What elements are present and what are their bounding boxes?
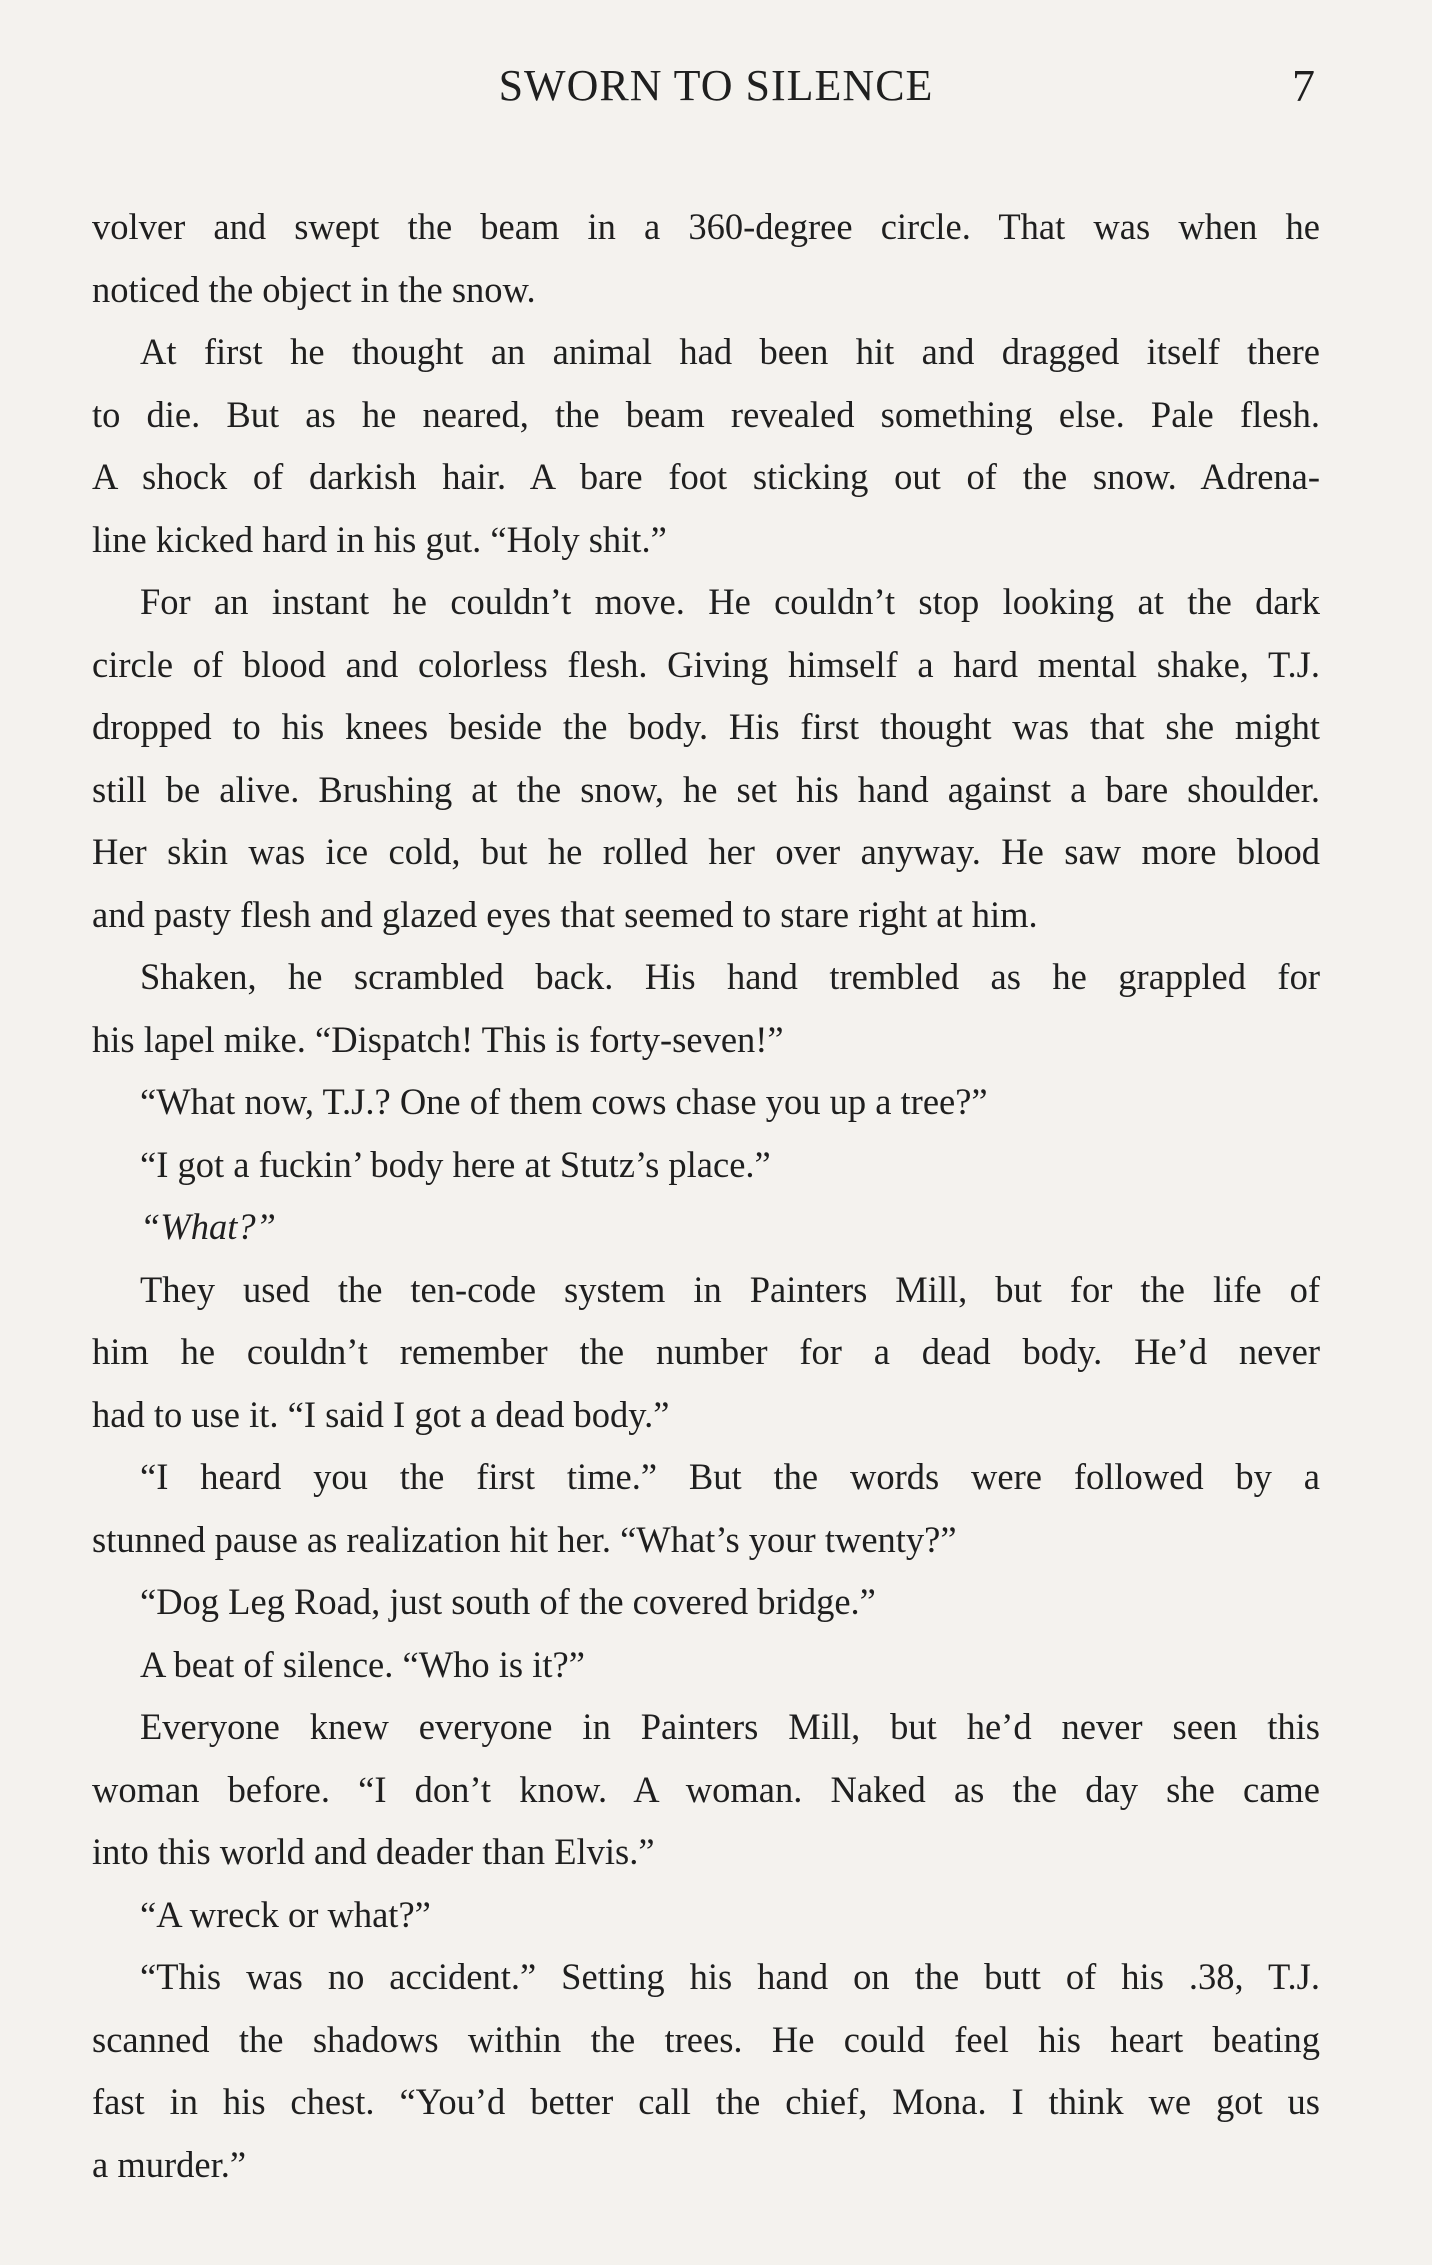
text-line: “What?” [140,1206,276,1247]
text-line: noticed the object in the snow. [92,268,536,310]
text-line: “Dog Leg Road, just south of the covered bridge.” [140,1581,876,1622]
text-line: scanned the shadows within the trees. He could feel his heart beating [92,2018,1320,2060]
text-line: For an instant he couldn’t move. He couldn’t stop looking at the dark [140,581,1320,622]
text-line: volver and swept the beam in a 360-degree circle. That was when he [92,206,1320,247]
text-line: A shock of darkish hair. A bare foot sticking out of the snow. Adrena- [92,456,1320,497]
text-line: “This was no accident.” Setting his hand on the butt of his .38, T.J. [140,1956,1320,1997]
text-line: Shaken, he scrambled back. His hand trembled as he grappled for [140,956,1320,997]
text-line: They used the ten-code system in Painters Mill, but for the life of [140,1268,1320,1310]
text-line: “I heard you the first time.” But the words were followed by a [140,1456,1320,1497]
text-line: “I got a fuckin’ body here at Stutz’s place.” [140,1143,771,1185]
text-line: to die. But as he neared, the beam revealed something else. Pale flesh. [92,393,1320,435]
text-line: had to use it. “I said I got a dead body.” [92,1393,670,1435]
text-line: his lapel mike. “Dispatch! This is forty-seven!” [92,1018,784,1060]
text-line: woman before. “I don’t know. A woman. Naked as the day she came [92,1768,1320,1810]
text-line: line kicked hard in his gut. “Holy shit.” [92,518,667,560]
text-line: “What now, T.J.? One of them cows chase you up a tree?” [140,1081,988,1122]
text-line: still be alive. Brushing at the snow, he set his hand against a bare shoulder. [92,768,1320,810]
text-line: a murder.” [92,2143,247,2185]
text-line: circle of blood and colorless flesh. Giving himself a hard mental shake, T.J. [92,643,1320,685]
text-line: him he couldn’t remember the number for a dead body. He’d never [92,1331,1320,1372]
text-line: “A wreck or what?” [140,1893,431,1935]
text-line: into this world and deader than Elvis.” [92,1831,655,1872]
page-number: 7 [1292,60,1315,111]
text-line: Everyone knew everyone in Painters Mill, but he’d never seen this [140,1706,1320,1747]
text-line: Her skin was ice cold, but he rolled her over anyway. He saw more blood [92,831,1320,872]
text-line: stunned pause as realization hit her. “What’s your twenty?” [92,1518,957,1560]
text-line: fast in his chest. “You’d better call the chief, Mona. I think we got us [92,2081,1320,2122]
text-line: A beat of silence. “Who is it?” [140,1643,585,1685]
text-line: and pasty flesh and glazed eyes that seemed to stare right at him. [92,893,1038,935]
text-line: At first he thought an animal had been hit and dragged itself there [140,331,1320,372]
running-header [0,56,1432,116]
running-title: SWORN TO SILENCE [498,61,934,110]
body-text [92,196,1320,2196]
text-line: dropped to his knees beside the body. His first thought was that she might [92,706,1320,747]
